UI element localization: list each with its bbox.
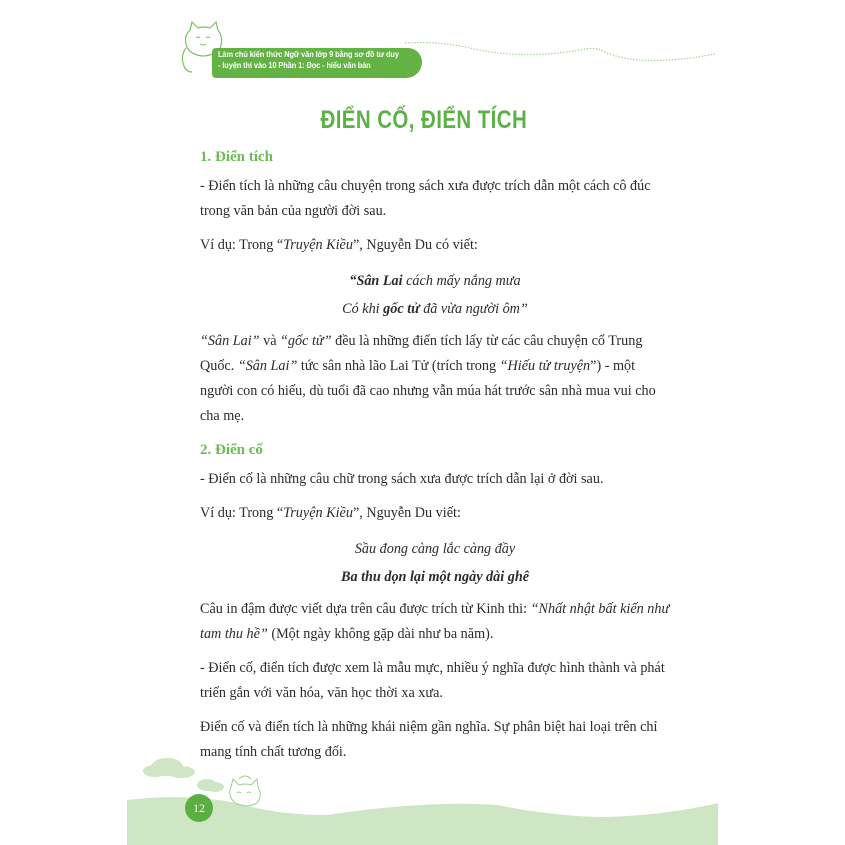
section-heading-dien-co: 2. Điển cố	[200, 442, 263, 458]
paragraph: Điển cố và điển tích là những khái niệm gần nghĩa. Sự phân biệt hai loại trên chỉ mang tính chất tương đối.	[200, 719, 658, 760]
verse-quote	[200, 267, 670, 323]
paragraph: - Điển tích là những câu chuyện trong sách xưa được trích dẫn một cách cô đúc trong văn bản của người đời sau.	[200, 178, 651, 219]
paragraph: - Điển cố là những câu chữ trong sách xưa được trích dẫn lại ở đời sau.	[200, 471, 604, 487]
verse-line: “Sân Lai cách mấy nắng mưa	[349, 273, 521, 289]
page-title: ĐIỂN CỐ, ĐIỂN TÍCH	[320, 106, 528, 134]
verse-line: Ba thu dọn lại một ngày dài ghê	[340, 569, 530, 585]
paragraph: Câu in đậm được viết dựa trên câu được trích từ Kinh thi: “Nhất nhật bất kiến như tam thu hề” (Một ngày không gặp dài như ba năm).	[200, 601, 670, 642]
paragraph: “Sân Lai” và “gốc tử” đều là những điển tích lấy từ các câu chuyện cổ Trung Quốc. “Sân Lai” tức sân nhà lão Lai Tử (trích trong “Hiếu tử truyện”) - một người con có hiếu, dù tuổi đã cao nhưng vẫn múa hát trước sân nhà mua vui cho cha mẹ.	[200, 333, 656, 424]
paragraph: Ví dụ: Trong “Truyện Kiều”, Nguyễn Du có viết:	[200, 237, 478, 253]
paragraph: - Điển cố, điển tích được xem là mẫu mực, nhiều ý nghĩa được hình thành và phát triển gắn với văn hóa, văn học thời xa xưa.	[200, 660, 665, 701]
page-number: 12	[185, 794, 213, 822]
verse-line: Sầu đong càng lắc càng đầy	[354, 541, 516, 557]
cloud-icon	[143, 758, 224, 792]
verse-line: Có khi gốc tử đã vừa người ôm”	[342, 301, 528, 317]
cat-icon	[230, 776, 261, 806]
paragraph: Ví dụ: Trong “Truyện Kiều”, Nguyễn Du viết:	[200, 505, 461, 521]
verse-quote	[200, 535, 670, 591]
main-content	[200, 140, 670, 774]
footer-hills-decoration	[127, 745, 718, 845]
dotted-wave-decoration	[400, 38, 720, 68]
book-title-line1: Làm chủ kiến thức Ngữ văn lớp 9 bằng sơ đồ tư duy	[218, 49, 399, 59]
book-title	[218, 49, 399, 71]
section-heading-dien-tich: 1. Điển tích	[200, 149, 273, 165]
book-title-line2: - luyện thi vào 10 Phần 1: Đọc - hiểu văn bản	[218, 60, 371, 70]
